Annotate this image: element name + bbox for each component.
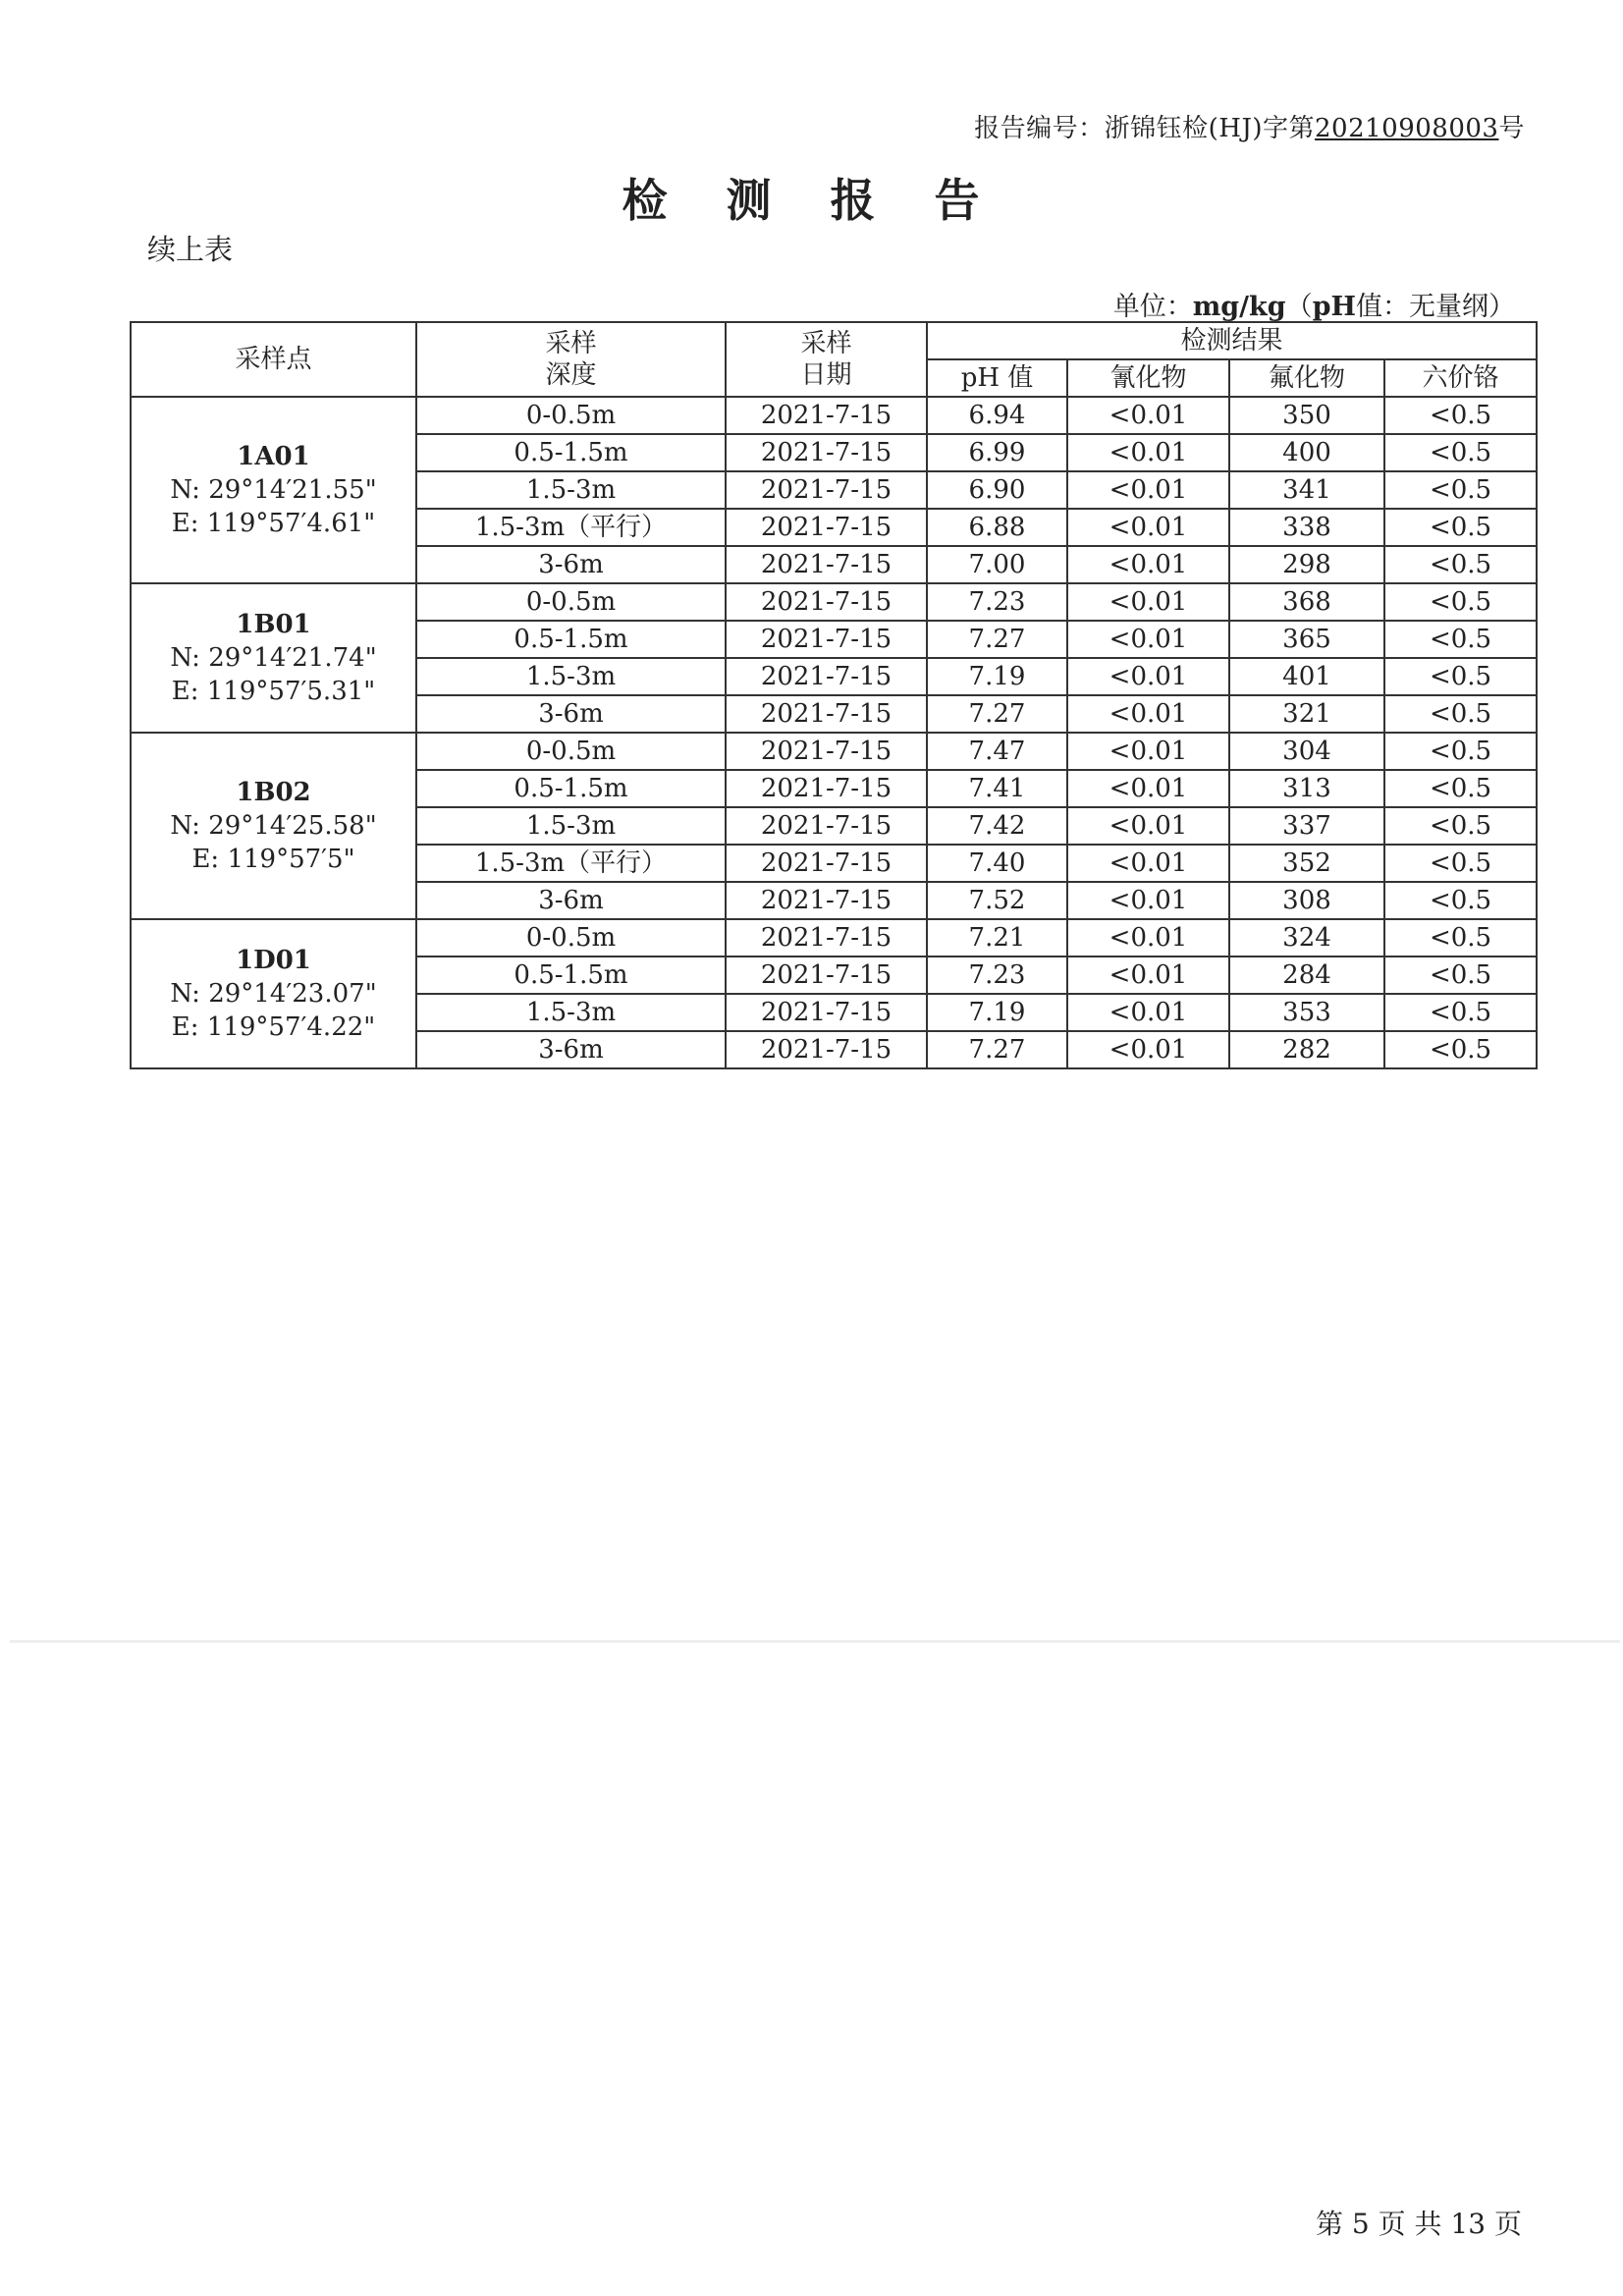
scan-artifact-divider <box>10 1640 1620 1643</box>
fluoride-cell: 341 <box>1229 471 1384 509</box>
unit-value: mg/kg <box>1192 292 1286 322</box>
site-north: N: 29°14′21.74" <box>170 643 377 673</box>
date-cell: 2021-7-15 <box>726 583 927 621</box>
depth-cell: 0.5-1.5m <box>416 770 726 807</box>
date-cell: 2021-7-15 <box>726 919 927 957</box>
site-east: E: 119°57′5" <box>191 845 355 874</box>
ph-cell: 7.00 <box>927 546 1067 583</box>
continued-label: 续上表 <box>147 233 234 266</box>
cyanide-cell: <0.01 <box>1067 546 1229 583</box>
fluoride-cell: 321 <box>1229 695 1384 733</box>
cyanide-cell: <0.01 <box>1067 957 1229 994</box>
site-id: 1B02 <box>236 778 311 807</box>
ph-cell: 7.42 <box>927 807 1067 845</box>
chromium-cell: <0.5 <box>1384 583 1537 621</box>
ph-cell: 7.27 <box>927 621 1067 658</box>
chromium-cell: <0.5 <box>1384 509 1537 546</box>
ph-cell: 6.94 <box>927 397 1067 434</box>
report-number-value: 20210908003 <box>1315 114 1499 143</box>
depth-cell: 3-6m <box>416 546 726 583</box>
page-title: 检 测 报 告 <box>622 174 1001 227</box>
site-cell <box>131 583 416 733</box>
cyanide-cell: <0.01 <box>1067 695 1229 733</box>
date-cell: 2021-7-15 <box>726 994 927 1031</box>
date-cell: 2021-7-15 <box>726 807 927 845</box>
date-cell: 2021-7-15 <box>726 957 927 994</box>
cyanide-cell: <0.01 <box>1067 919 1229 957</box>
depth-cell: 1.5-3m（平行） <box>416 845 726 882</box>
site-east: E: 119°57′4.61" <box>171 509 376 538</box>
date-cell: 2021-7-15 <box>726 434 927 471</box>
fluoride-cell: 353 <box>1229 994 1384 1031</box>
fluoride-cell: 282 <box>1229 1031 1384 1068</box>
chromium-cell: <0.5 <box>1384 546 1537 583</box>
unit-paren: （ <box>1285 292 1313 322</box>
site-north: N: 29°14′23.07" <box>170 979 377 1009</box>
cyanide-cell: <0.01 <box>1067 471 1229 509</box>
report-number-suffix: 号 <box>1498 114 1525 143</box>
report-number-prefix: 报告编号：浙锦钰检(HJ)字第 <box>974 114 1316 143</box>
depth-cell: 0.5-1.5m <box>416 957 726 994</box>
fluoride-cell: 284 <box>1229 957 1384 994</box>
cyanide-cell: <0.01 <box>1067 733 1229 770</box>
ph-cell: 7.47 <box>927 733 1067 770</box>
depth-cell: 0.5-1.5m <box>416 434 726 471</box>
fluoride-cell: 324 <box>1229 919 1384 957</box>
header-date <box>726 322 927 397</box>
depth-cell: 3-6m <box>416 882 726 919</box>
site-north: N: 29°14′25.58" <box>170 811 377 841</box>
chromium-cell: <0.5 <box>1384 919 1537 957</box>
header-ph: pH 值 <box>927 359 1067 397</box>
date-cell: 2021-7-15 <box>726 509 927 546</box>
depth-cell: 3-6m <box>416 1031 726 1068</box>
unit-ph: pH <box>1312 292 1356 322</box>
fluoride-cell: 338 <box>1229 509 1384 546</box>
fluoride-cell: 400 <box>1229 434 1384 471</box>
site-cell <box>131 919 416 1068</box>
cyanide-cell: <0.01 <box>1067 1031 1229 1068</box>
date-cell: 2021-7-15 <box>726 845 927 882</box>
header-date-line2: 日期 <box>800 360 852 390</box>
date-cell: 2021-7-15 <box>726 695 927 733</box>
ph-cell: 7.23 <box>927 957 1067 994</box>
cyanide-cell: <0.01 <box>1067 994 1229 1031</box>
ph-cell: 7.27 <box>927 695 1067 733</box>
chromium-cell: <0.5 <box>1384 882 1537 919</box>
fluoride-cell: 337 <box>1229 807 1384 845</box>
depth-cell: 1.5-3m（平行） <box>416 509 726 546</box>
ph-cell: 7.19 <box>927 658 1067 695</box>
table-row <box>131 397 1537 434</box>
header-cyanide: 氰化物 <box>1067 359 1229 397</box>
header-chromium: 六价铬 <box>1384 359 1537 397</box>
header-fluoride: 氟化物 <box>1229 359 1384 397</box>
results-table-body <box>131 397 1537 1068</box>
table-row <box>131 583 1537 621</box>
fluoride-cell: 298 <box>1229 546 1384 583</box>
cyanide-cell: <0.01 <box>1067 807 1229 845</box>
depth-cell: 0-0.5m <box>416 919 726 957</box>
chromium-cell: <0.5 <box>1384 957 1537 994</box>
depth-cell: 0.5-1.5m <box>416 621 726 658</box>
fluoride-cell: 304 <box>1229 733 1384 770</box>
chromium-cell: <0.5 <box>1384 397 1537 434</box>
depth-cell: 1.5-3m <box>416 994 726 1031</box>
site-east: E: 119°57′5.31" <box>171 677 376 706</box>
fluoride-cell: 365 <box>1229 621 1384 658</box>
date-cell: 2021-7-15 <box>726 733 927 770</box>
ph-cell: 7.27 <box>927 1031 1067 1068</box>
chromium-cell: <0.5 <box>1384 621 1537 658</box>
cyanide-cell: <0.01 <box>1067 770 1229 807</box>
depth-cell: 1.5-3m <box>416 807 726 845</box>
date-cell: 2021-7-15 <box>726 770 927 807</box>
ph-cell: 7.40 <box>927 845 1067 882</box>
date-cell: 2021-7-15 <box>726 1031 927 1068</box>
fluoride-cell: 350 <box>1229 397 1384 434</box>
date-cell: 2021-7-15 <box>726 471 927 509</box>
ph-cell: 6.90 <box>927 471 1067 509</box>
depth-cell: 0-0.5m <box>416 397 726 434</box>
cyanide-cell: <0.01 <box>1067 397 1229 434</box>
cyanide-cell: <0.01 <box>1067 621 1229 658</box>
site-id: 1A01 <box>237 442 310 471</box>
depth-cell: 1.5-3m <box>416 658 726 695</box>
site-id: 1D01 <box>236 946 311 975</box>
chromium-cell: <0.5 <box>1384 695 1537 733</box>
ph-cell: 7.52 <box>927 882 1067 919</box>
depth-cell: 1.5-3m <box>416 471 726 509</box>
site-north: N: 29°14′21.55" <box>170 475 377 505</box>
date-cell: 2021-7-15 <box>726 546 927 583</box>
table-row <box>131 919 1537 957</box>
chromium-cell: <0.5 <box>1384 845 1537 882</box>
fluoride-cell: 313 <box>1229 770 1384 807</box>
header-results: 检测结果 <box>927 322 1537 359</box>
cyanide-cell: <0.01 <box>1067 583 1229 621</box>
header-depth <box>416 322 726 397</box>
chromium-cell: <0.5 <box>1384 434 1537 471</box>
page-number: 第 5 页 共 13 页 <box>1316 2208 1522 2240</box>
depth-cell: 3-6m <box>416 695 726 733</box>
site-east: E: 119°57′4.22" <box>171 1012 376 1042</box>
ph-cell: 6.99 <box>927 434 1067 471</box>
ph-cell: 7.21 <box>927 919 1067 957</box>
fluoride-cell: 401 <box>1229 658 1384 695</box>
unit-note <box>1113 285 1515 323</box>
unit-rest: 值：无量纲） <box>1356 292 1515 322</box>
table-row <box>131 733 1537 770</box>
header-date-line1: 采样 <box>800 329 852 358</box>
chromium-cell: <0.5 <box>1384 733 1537 770</box>
cyanide-cell: <0.01 <box>1067 509 1229 546</box>
chromium-cell: <0.5 <box>1384 770 1537 807</box>
site-id: 1B01 <box>236 610 311 639</box>
header-site: 采样点 <box>131 322 416 397</box>
cyanide-cell: <0.01 <box>1067 658 1229 695</box>
cyanide-cell: <0.01 <box>1067 434 1229 471</box>
date-cell: 2021-7-15 <box>726 397 927 434</box>
unit-prefix: 单位： <box>1112 292 1193 322</box>
depth-cell: 0-0.5m <box>416 733 726 770</box>
ph-cell: 6.88 <box>927 509 1067 546</box>
date-cell: 2021-7-15 <box>726 621 927 658</box>
fluoride-cell: 368 <box>1229 583 1384 621</box>
fluoride-cell: 352 <box>1229 845 1384 882</box>
fluoride-cell: 308 <box>1229 882 1384 919</box>
chromium-cell: <0.5 <box>1384 807 1537 845</box>
results-table <box>130 321 1538 1069</box>
site-cell <box>131 733 416 919</box>
date-cell: 2021-7-15 <box>726 658 927 695</box>
cyanide-cell: <0.01 <box>1067 845 1229 882</box>
ph-cell: 7.23 <box>927 583 1067 621</box>
header-depth-line1: 采样 <box>545 329 597 358</box>
depth-cell: 0-0.5m <box>416 583 726 621</box>
chromium-cell: <0.5 <box>1384 658 1537 695</box>
chromium-cell: <0.5 <box>1384 471 1537 509</box>
chromium-cell: <0.5 <box>1384 1031 1537 1068</box>
report-number <box>974 108 1525 144</box>
cyanide-cell: <0.01 <box>1067 882 1229 919</box>
ph-cell: 7.19 <box>927 994 1067 1031</box>
chromium-cell: <0.5 <box>1384 994 1537 1031</box>
site-cell <box>131 397 416 583</box>
date-cell: 2021-7-15 <box>726 882 927 919</box>
ph-cell: 7.41 <box>927 770 1067 807</box>
header-depth-line2: 深度 <box>545 360 597 390</box>
